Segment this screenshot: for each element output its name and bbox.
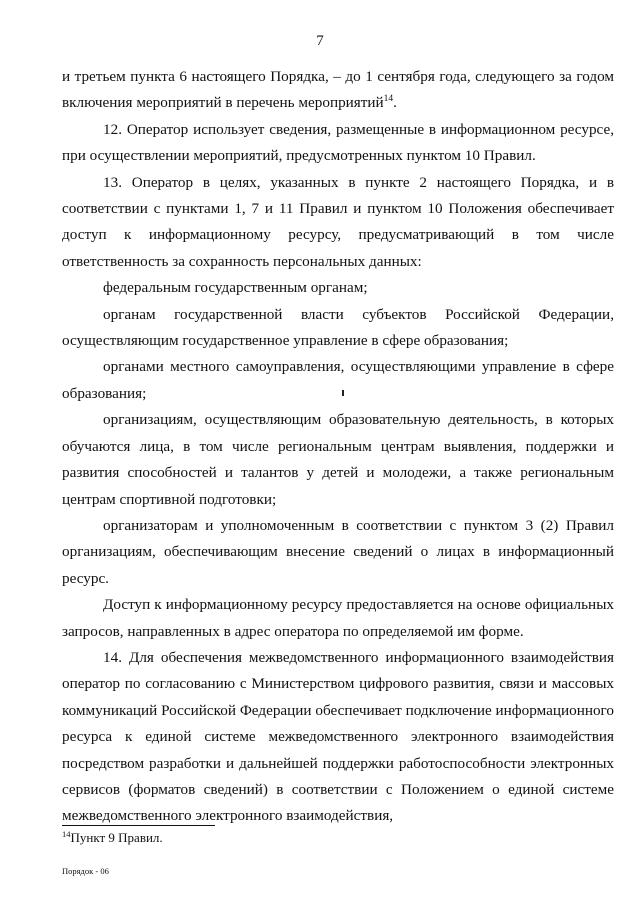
- paragraph-item-12: 12. Оператор использует сведения, размещенные в информационном ресурсе, при осуществлении мероприятий, предусмотренных пунктом 10 Правил.: [62, 120, 614, 165]
- paragraph-text: и третьем пункта 6 настоящего Порядка, – до 1 сентября года, следующего за годом включения мероприятий в перечень мероприятий: [62, 68, 614, 112]
- footnote: [62, 830, 163, 846]
- paragraph-period: .: [393, 94, 397, 112]
- footnote-divider: [62, 825, 215, 826]
- scan-mark: [342, 390, 344, 396]
- paragraph-item-14: 14. Для обеспечения межведомственного информационного взаимодействия оператор по согласованию с Министерством цифрового развития, связи и массовых коммуникаций Российской Федерации обеспечивает подключение информационного ресурса к единой системе межведомственного электронного взаимодействия посредством разработки и дальнейшей поддержки работоспособности электронных сервисов (форматов сведений) в соответствии с Положением о единой системе межведомственного электронного взаимодействия,: [62, 648, 614, 825]
- list-item-local-government: органами местного самоуправления, осуществляющими управление в сфере образования;: [62, 358, 614, 402]
- list-item-organizers: организаторам и уполномоченным в соответствии с пунктом 3 (2) Правил организациям, обеспечивающим внесение сведений о лицах в информационный ресурс.: [62, 516, 614, 587]
- footnote-text: Пункт 9 Правил.: [70, 830, 163, 845]
- document-body: [62, 64, 614, 830]
- footnote-number: 14: [62, 829, 71, 839]
- paragraph-continuation: [62, 64, 614, 117]
- page-footer: Порядок - 06: [62, 866, 109, 876]
- list-item-educational-organizations: организациям, осуществляющим образовательную деятельность, в которых обучаются лица, в том числе региональным центрам выявления, поддержки и развития способностей и талантов у детей и молодежи, а также региональным центрам спортивной подготовки;: [62, 411, 614, 508]
- footnote-reference[interactable]: 14: [383, 94, 394, 105]
- list-item-federal-bodies: федеральным государственным органам;: [103, 279, 368, 297]
- page-number: 7: [316, 33, 324, 49]
- paragraph-item-13: 13. Оператор в целях, указанных в пункте 2 настоящего Порядка, и в соответствии с пунктами 1, 7 и 11 Правил и пунктом 10 Положения обеспечивает доступ к информационному ресурсу, предусматривающий в том числе ответственность за сохранность персональных данных:: [62, 173, 614, 270]
- list-item-regional-bodies: органам государственной власти субъектов Российской Федерации, осуществляющим государственное управление в сфере образования;: [62, 305, 614, 350]
- paragraph-access: Доступ к информационному ресурсу предоставляется на основе официальных запросов, направленных в адрес оператора по определяемой им форме.: [62, 596, 614, 640]
